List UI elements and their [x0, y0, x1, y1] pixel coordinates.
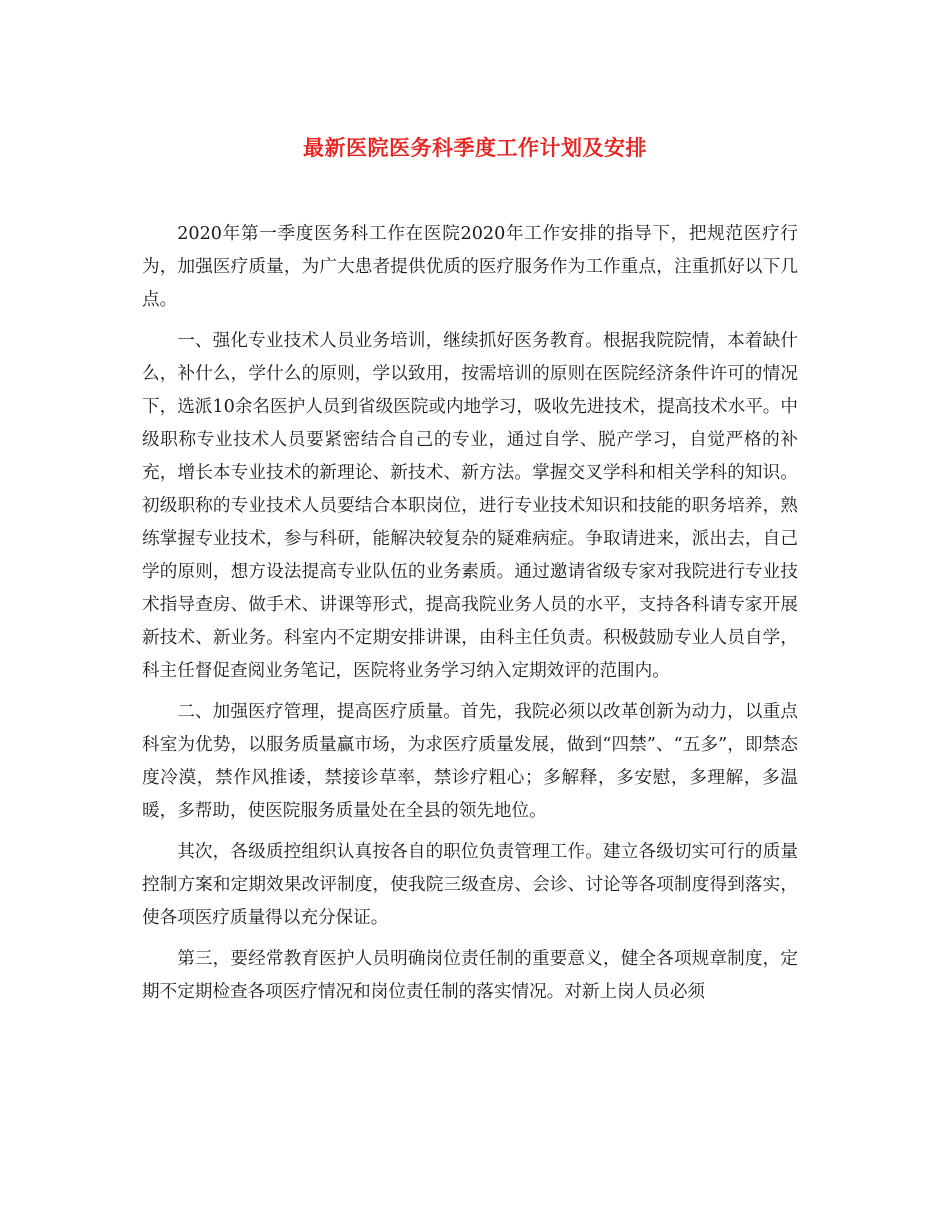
paragraph-medical-management: 二、加强医疗管理，提高医疗质量。首先，我院必须以改革创新为动力，以重点科室为优势，以服务质量赢市场，为求医疗质量发展，做到“四禁”、“五多”，即禁态度冷漠，禁作风推诿，禁接诊草率，禁诊疗粗心；多解释，多安慰，多理解，多温暖，多帮助，使医院服务质量处在全县的领先地位。 [142, 702, 798, 821]
document-title: 最新医院医务科季度工作计划及安排 [303, 135, 647, 160]
paragraph-responsibility: 第三，要经常教育医护人员明确岗位责任制的重要意义，健全各项规章制度，定期不定期检查各项医疗情况和岗位责任制的落实情况。对新上岗人员必须 [142, 949, 798, 1002]
paragraph-intro: 2020年第一季度医务科工作在医院2020年工作安排的指导下，把规范医疗行为，加强医疗质量，为广大患者提供优质的医疗服务作为工作重点，注重抓好以下几点。 [142, 224, 798, 310]
paragraph-quality-control: 其次，各级质控组织认真按各自的职位负责管理工作。建立各级切实可行的质量控制方案和定期效果改评制度，使我院三级查房、会诊、讨论等各项制度得到落实，使各项医疗质量得以充分保证。 [142, 842, 798, 928]
paragraph-training: 一、强化专业技术人员业务培训，继续抓好医务教育。根据我院院情，本着缺什么，补什么，学什么的原则，学以致用，按需培训的原则在医院经济条件许可的情况下，选派10余名医护人员到省级医院或内地学习，吸收先进技术，提高技术水平。中级职称专业技术人员要紧密结合自己的专业，通过自学、脱产学习，自觉严格的补充，增长本专业技术的新理论、新技术、新方法。掌握交叉学科和相关学科的知识。初级职称的专业技术人员要结合本职岗位，进行专业技术知识和技能的职务培养，熟练掌握专业技术，参与科研，能解决较复杂的疑难病症。争取请进来，派出去，自己学的原则，想方设法提高专业队伍的业务素质。通过邀请省级专家对我院进行专业技术指导查房、做手术、讲课等形式，提高我院业务人员的水平，支持各科请专家开展新技术、新业务。科室内不定期安排讲课，由科主任负责。积极鼓励专业人员自学，科主任督促查阅业务笔记，医院将业务学习纳入定期效评的范围内。 [142, 331, 798, 681]
document-body [142, 218, 798, 1017]
